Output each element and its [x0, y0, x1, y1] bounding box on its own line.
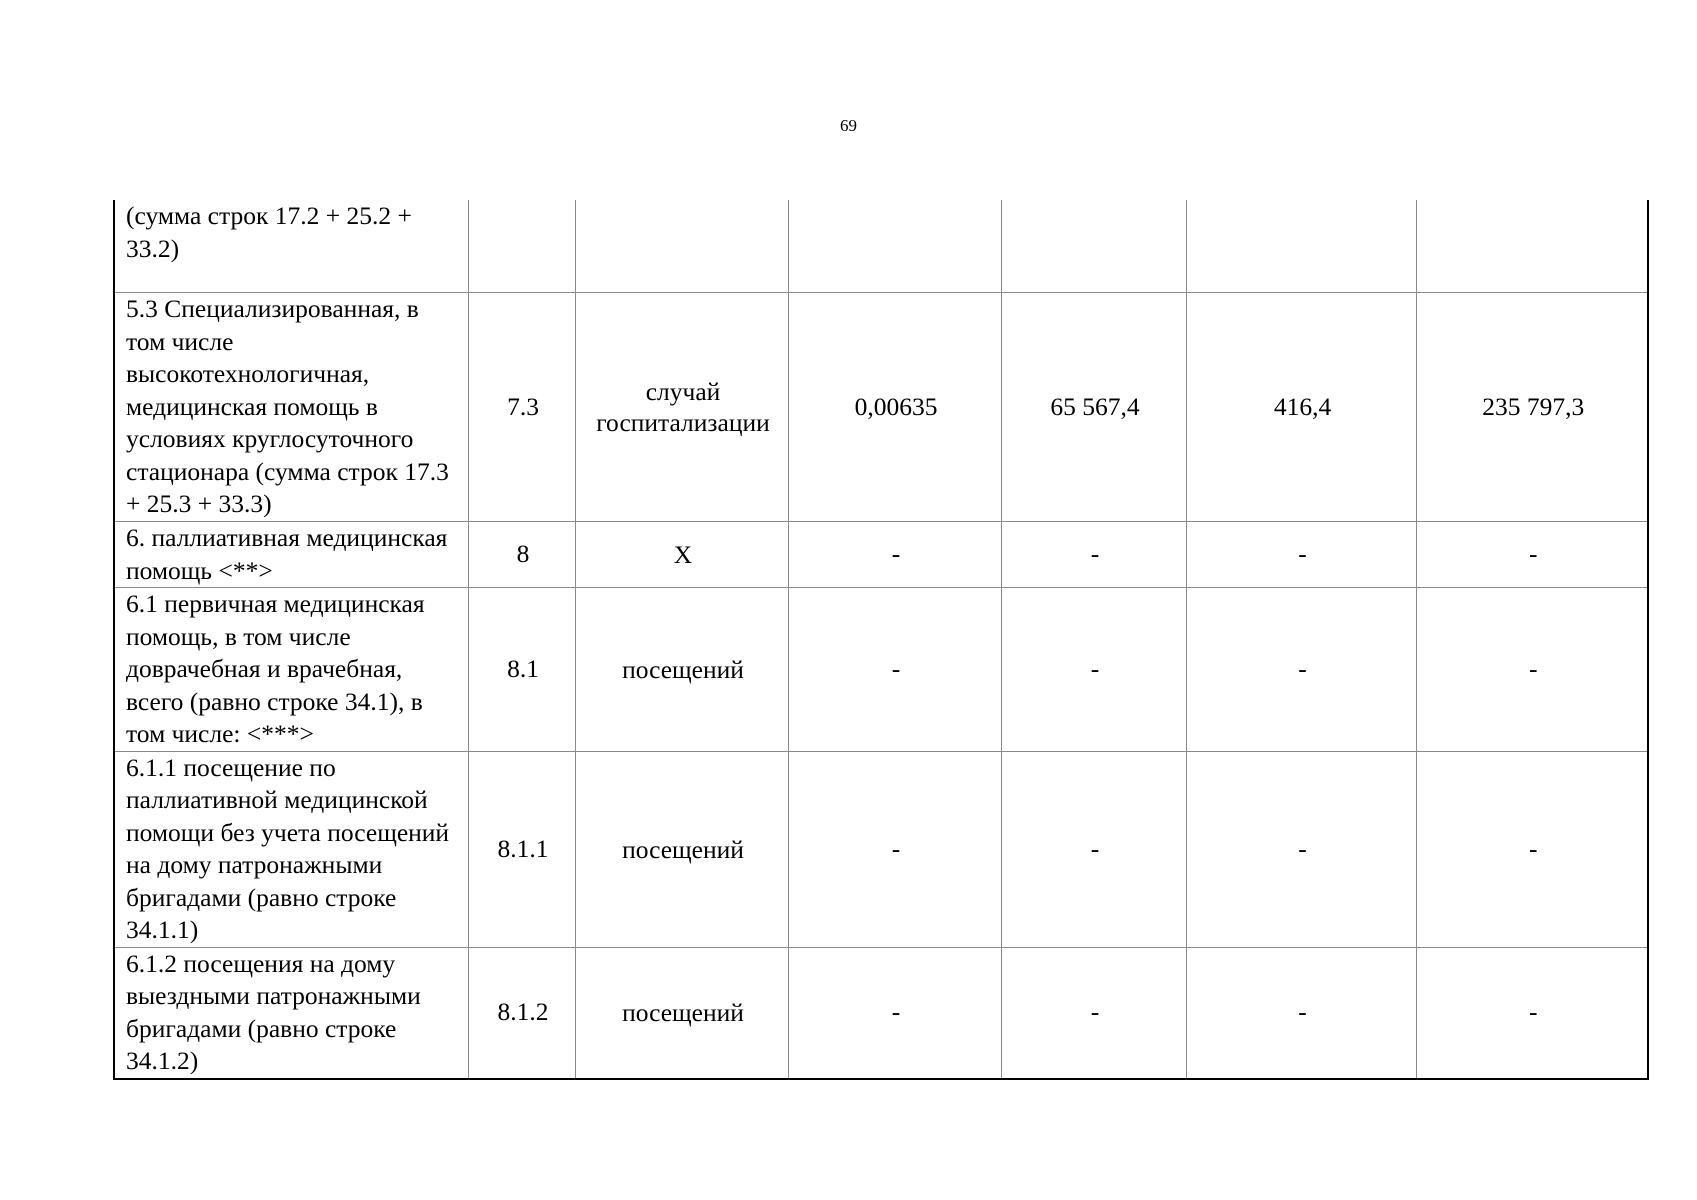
row-per-capita-cell: - — [1186, 751, 1416, 947]
row-cost-cell: - — [1001, 522, 1186, 588]
row-line-cell: 7.3 — [468, 293, 575, 522]
table-row — [114, 947, 1648, 1079]
row-name-cell: (сумма строк 17.2 + 25.2 + 33.2) — [114, 200, 468, 293]
row-per-capita-cell — [1186, 200, 1416, 293]
row-name-cell: 5.3 Специализированная, в том числе высокотехнологичная, медицинская помощь в условиях круглосуточного стационара (сумма строк 17.3 + 25.3 + 33.3) — [114, 293, 468, 522]
row-line-cell: 8.1.2 — [468, 947, 575, 1079]
row-total-cell: 235 797,3 — [1416, 293, 1648, 522]
row-per-capita-cell: - — [1186, 947, 1416, 1079]
row-line-cell — [468, 200, 575, 293]
row-per-capita-cell: - — [1186, 522, 1416, 588]
row-per-capita-cell: - — [1186, 588, 1416, 752]
table-row — [114, 522, 1648, 588]
row-unit-cell: посещений — [575, 588, 788, 752]
row-norm-cell: 0,00635 — [788, 293, 1001, 522]
row-norm-cell: - — [788, 588, 1001, 752]
table-row — [114, 751, 1648, 947]
page-number: 69 — [840, 116, 857, 135]
row-line-cell: 8.1.1 — [468, 751, 575, 947]
row-cost-cell — [1001, 200, 1186, 293]
row-name-cell: 6.1 первичная медицинская помощь, в том числе доврачебная и врачебная, всего (равно строке 34.1), в том числе: <***> — [114, 588, 468, 752]
row-unit-cell: X — [575, 522, 788, 588]
row-total-cell: - — [1416, 751, 1648, 947]
row-norm-cell: - — [788, 751, 1001, 947]
row-cost-cell: 65 567,4 — [1001, 293, 1186, 522]
row-cost-cell: - — [1001, 588, 1186, 752]
row-total-cell: - — [1416, 947, 1648, 1079]
row-total-cell: - — [1416, 522, 1648, 588]
row-norm-cell — [788, 200, 1001, 293]
row-name-cell: 6. паллиативная медицинская помощь <**> — [114, 522, 468, 588]
row-unit-cell: посещений — [575, 947, 788, 1079]
table-row — [114, 293, 1648, 522]
table-row — [114, 588, 1648, 752]
row-name-cell: 6.1.2 посещения на дому выездными патронажными бригадами (равно строке 34.1.2) — [114, 947, 468, 1079]
table-row — [114, 200, 1648, 293]
row-cost-cell: - — [1001, 947, 1186, 1079]
row-line-cell: 8 — [468, 522, 575, 588]
row-total-cell: - — [1416, 588, 1648, 752]
row-name-cell: 6.1.1 посещение по паллиативной медицинской помощи без учета посещений на дому патронажными бригадами (равно строке 34.1.1) — [114, 751, 468, 947]
row-unit-cell: случай госпитализации — [575, 293, 788, 522]
row-line-cell: 8.1 — [468, 588, 575, 752]
row-norm-cell: - — [788, 522, 1001, 588]
row-norm-cell: - — [788, 947, 1001, 1079]
row-unit-cell: посещений — [575, 751, 788, 947]
row-per-capita-cell: 416,4 — [1186, 293, 1416, 522]
row-unit-cell — [575, 200, 788, 293]
row-total-cell — [1416, 200, 1648, 293]
row-cost-cell: - — [1001, 751, 1186, 947]
data-table — [113, 200, 1649, 1080]
